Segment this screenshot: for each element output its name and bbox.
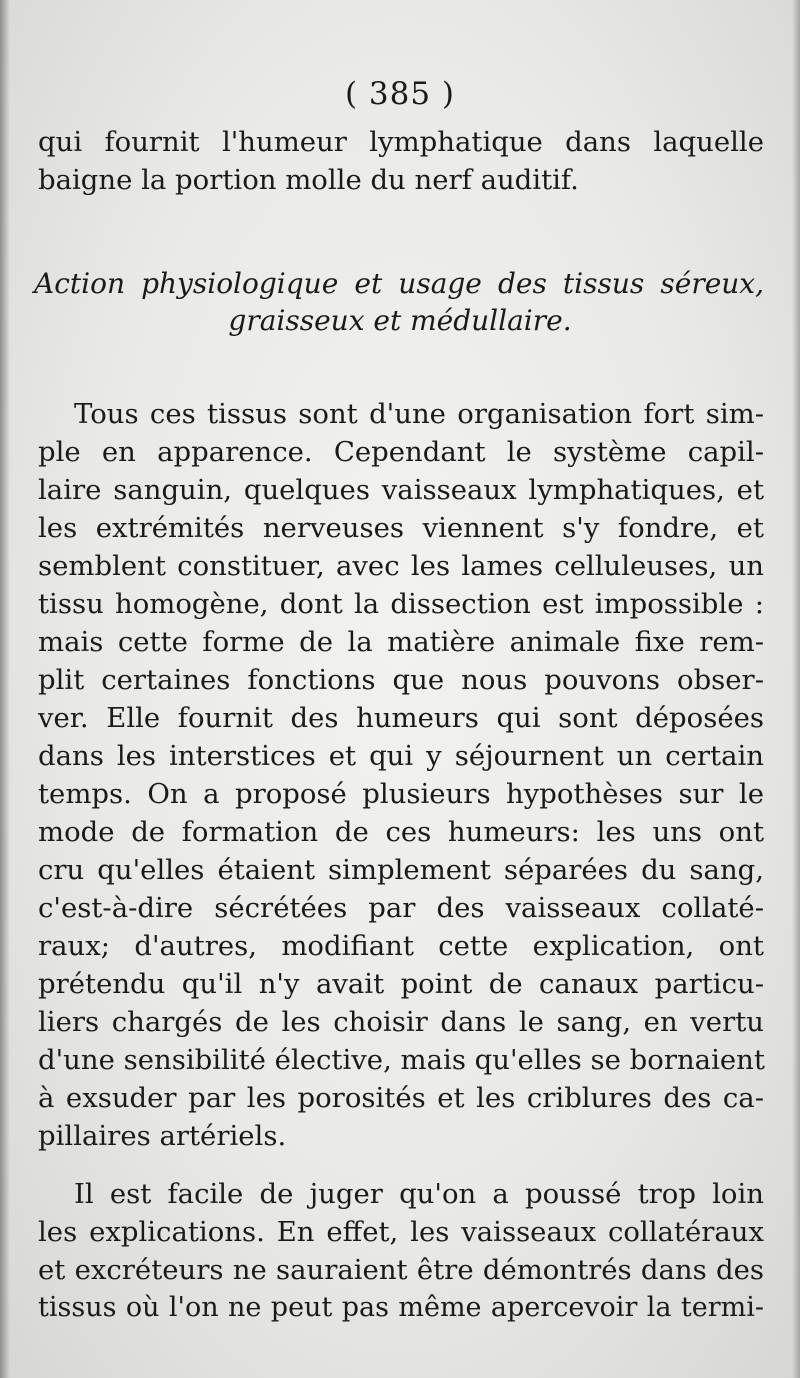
text-line: qui fournit l'humeur lymphatique dans laquelle <box>38 126 764 158</box>
text-line: d'une sensibilité élective, mais qu'elles se bornaient <box>38 1044 765 1076</box>
text-line: temps. On a proposé plusieurs hypothèses sur le <box>38 778 764 810</box>
page-edge-shadow-left <box>0 0 10 1378</box>
text-line: laire sanguin, quelques vaisseaux lymphatiques, et <box>38 474 764 506</box>
text-line: tissu homogène, dont la dissection est impossible : <box>38 588 764 620</box>
section-heading-line: Action physiologique et usage des tissus séreux, <box>34 267 764 300</box>
page-edge-shadow-right <box>792 0 800 1378</box>
text-line: ver. Elle fournit des humeurs qui sont déposées <box>38 702 764 734</box>
text-line: mode de formation de ces humeurs: les uns ont <box>38 816 764 848</box>
text-line: plit certaines fonctions que nous pouvons obser- <box>38 664 764 696</box>
text-line: c'est-à-dire sécrétées par des vaisseaux collaté- <box>38 892 764 924</box>
text-line: mais cette forme de la matière animale fixe rem- <box>38 626 764 658</box>
page-number: ( 385 ) <box>344 76 456 112</box>
text-line: pillaires artériels. <box>38 1120 287 1152</box>
text-line: Tous ces tissus sont d'une organisation fort sim- <box>74 398 764 430</box>
text-line: tissus où l'on ne peut pas même apercevoir la termi- <box>38 1292 764 1323</box>
text-line: cru qu'elles étaient simplement séparées du sang, <box>38 854 764 886</box>
section-heading-line: graisseux et médullaire. <box>228 304 572 337</box>
text-line: et excréteurs ne sauraient être démontrés dans des <box>38 1254 764 1286</box>
text-line: les explications. En effet, les vaisseaux collatéraux <box>38 1216 764 1248</box>
text-line: à exsuder par les porosités et les criblures des ca- <box>38 1082 764 1114</box>
text-line: les extrémités nerveuses viennent s'y fondre, et <box>38 512 764 544</box>
text-line: ple en apparence. Cependant le système capil- <box>38 436 764 468</box>
text-line: liers chargés de les choisir dans le sang, en vertu <box>38 1006 764 1038</box>
text-line: Il est facile de juger qu'on a poussé trop loin <box>74 1178 764 1210</box>
text-line: raux; d'autres, modifiant cette explication, ont <box>38 930 764 962</box>
text-line: prétendu qu'il n'y avait point de canaux particu- <box>38 968 764 1000</box>
text-line: dans les interstices et qui y séjournent un certain <box>38 740 764 772</box>
text-line: baigne la portion molle du nerf auditif. <box>38 164 579 196</box>
text-line: semblent constituer, avec les lames celluleuses, un <box>38 550 764 582</box>
